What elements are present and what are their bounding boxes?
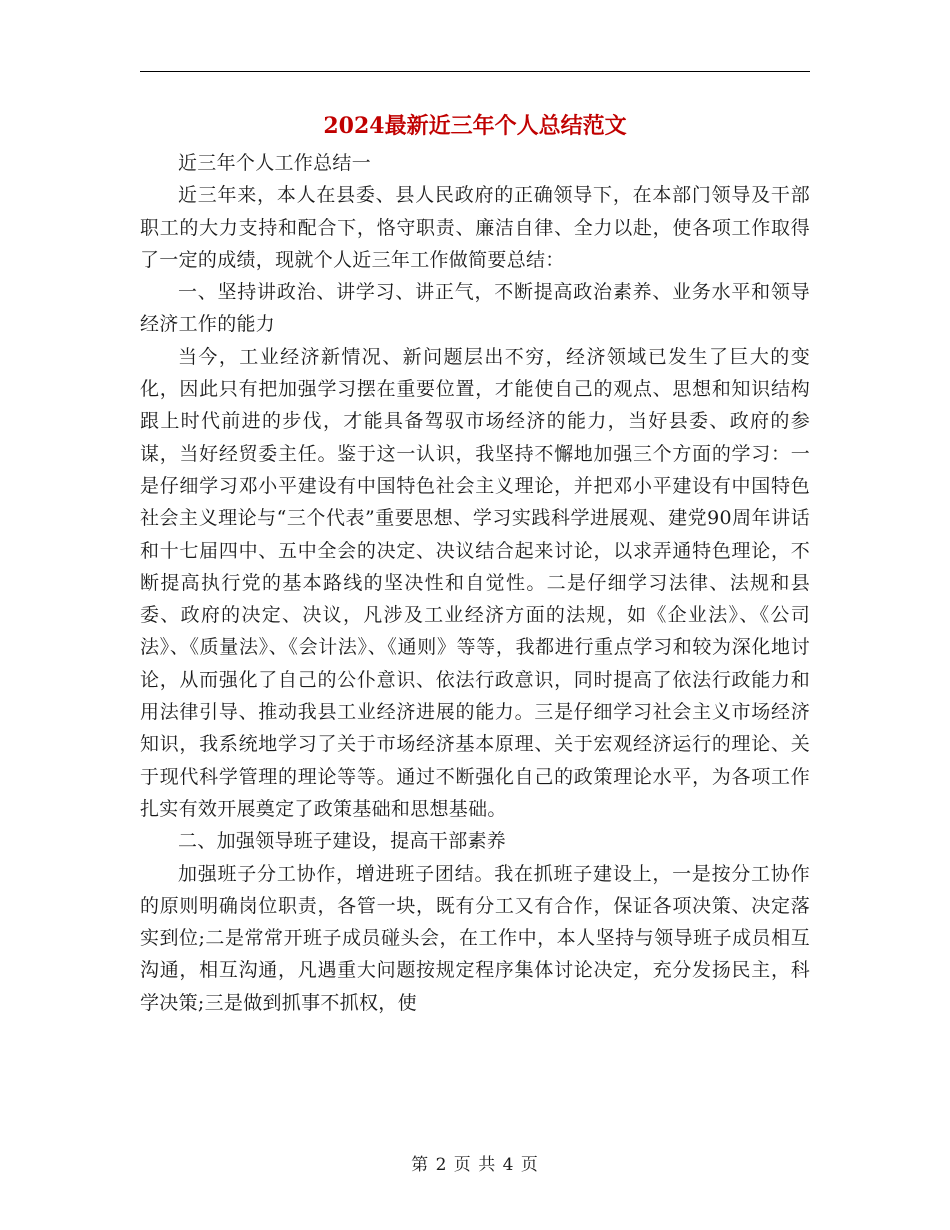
document-title: 2024最新近三年个人总结范文 [323, 113, 627, 139]
body-paragraph: 加强班子分工协作，增进班子团结。我在抓班子建设上，一是按分工协作的原则明确岗位职责，各管一块，既有分工又有合作，保证各项决策、决定落实到位;二是常常开班子成员碰头会，在工作中，本人坚持与领导班子成员相互沟通，相互沟通，凡遇重大问题按规定程序集体讨论决定，充分发扬民主，科学决策;三是做到抓事不抓权，使 [140, 862, 810, 1014]
page-number: 第 2 页 共 4 页 [411, 1155, 539, 1175]
section-heading: 一、坚持讲政治、讲学习、讲正气，不断提高政治素养、业务水平和领导经济工作的能力 [140, 281, 810, 336]
section-heading: 近三年个人工作总结一 [178, 152, 372, 174]
section-heading: 二、加强领导班子建设，提高干部素养 [178, 830, 507, 853]
header-rule [140, 71, 810, 72]
body-paragraph: 近三年来，本人在县委、县人民政府的正确领导下，在本部门领导及干部职工的大力支持和配合下，恪守职责、廉洁自律、全力以赴，使各项工作取得了一定的成绩，现就个人近三年工作做简要总结： [140, 184, 810, 271]
document-body [140, 147, 810, 1019]
body-paragraph: 当今，工业经济新情况、新问题层出不穷，经济领域已发生了巨大的变化，因此只有把加强学习摆在重要位置，才能使自己的观点、思想和知识结构跟上时代前进的步伐，才能具备驾驭市场经济的能力，当好县委、政府的参谋，当好经贸委主任。鉴于这一认识，我坚持不懈地加强三个方面的学习：一是仔细学习邓小平建设有中国特色社会主义理论，并把邓小平建设有中国特色社会主义理论与“三个代表”重要思想、学习实践科学进展观、建党90周年讲话和十七届四中、五中全会的决定、决议结合起来讨论，以求弄通特色理论，不断提高执行党的基本路线的坚决性和自觉性。二是仔细学习法律、法规和县委、政府的决定、决议，凡涉及工业经济方面的法规，如《企业法》、《公司法》、《质量法》、《会计法》、《通则》等等，我都进行重点学习和较为深化地讨论，从而强化了自己的公仆意识、依法行政意识，同时提高了依法行政能力和用法律引导、推动我县工业经济进展的能力。三是仔细学习社会主义市场经济知识，我系统地学习了关于市场经济基本原理、关于宏观经济运行的理论、关于现代科学管理的理论等等。通过不断强化自己的政策理论水平，为各项工作扎实有效开展奠定了政策基础和思想基础。 [140, 345, 810, 820]
